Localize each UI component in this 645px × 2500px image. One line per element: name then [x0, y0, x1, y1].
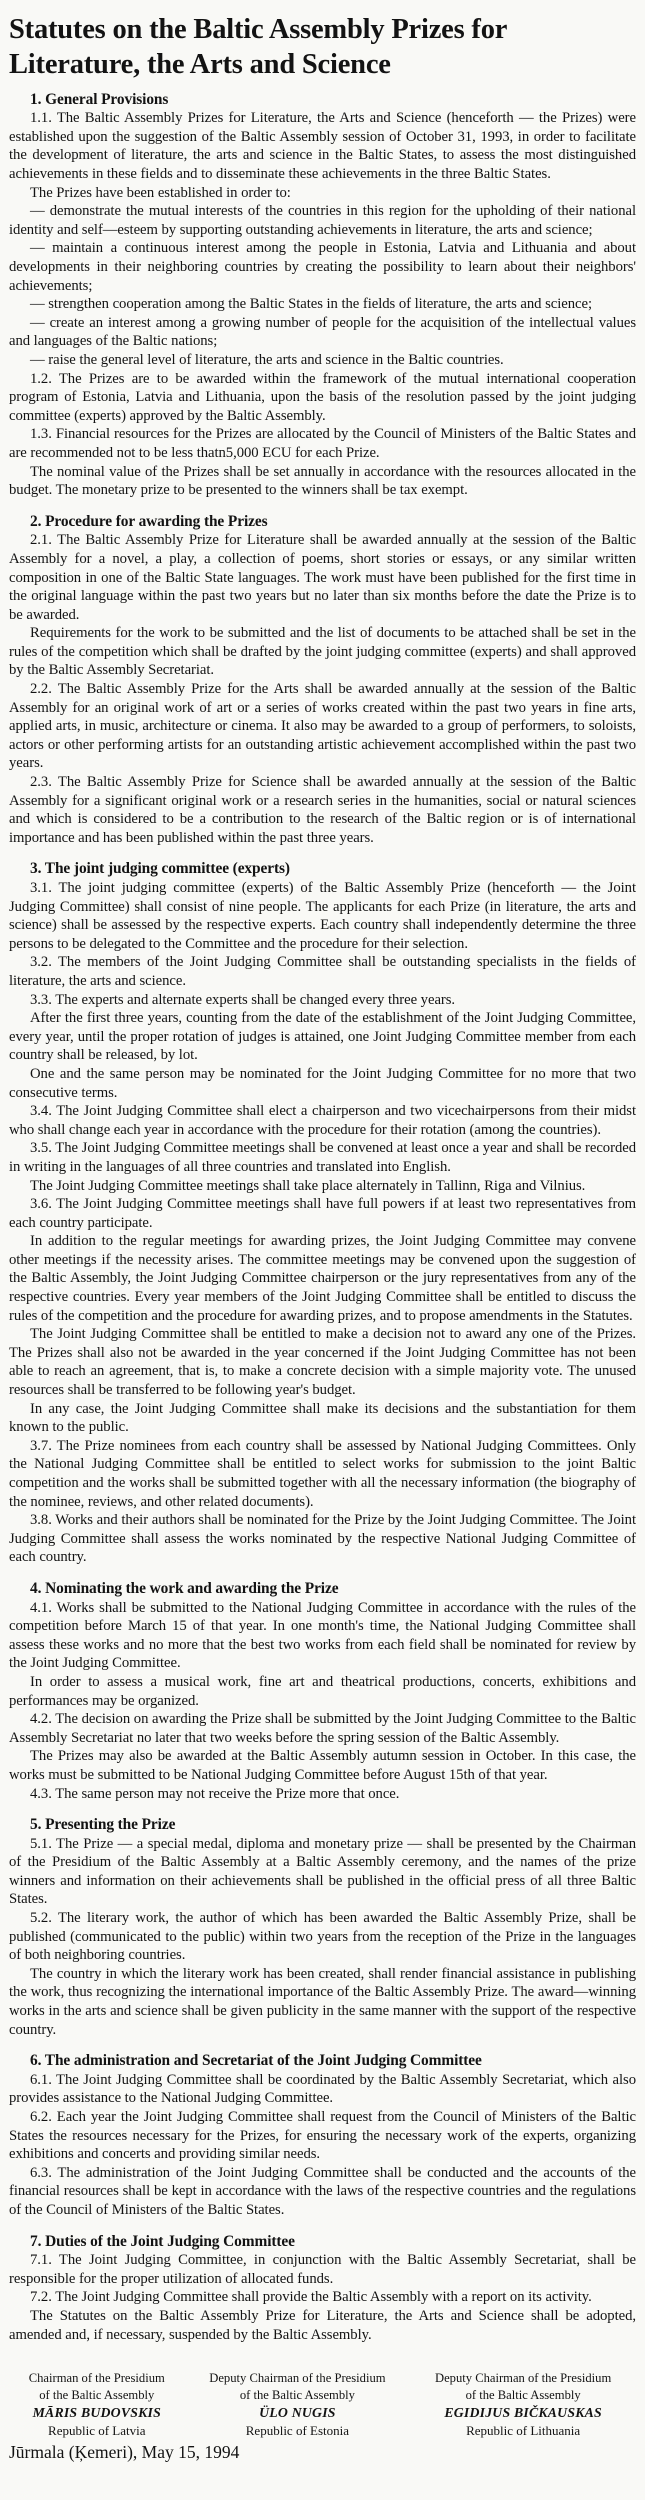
paragraph: 5.2. The literary work, the author of which has been awarded the Baltic Assembly Prize, shall be published (communicated to the public) within two years from the reception of the Prize in the languages of both neighboring countries.	[9, 1910, 636, 1964]
section-heading: 2. Procedure for awarding the Prizes	[30, 512, 268, 530]
statute-section	[9, 2052, 636, 2219]
paragraph: In any case, the Joint Judging Committee shall make its decisions and the substantiation for them known to the public.	[9, 1400, 636, 1436]
paragraph: In addition to the regular meetings for awarding prizes, the Joint Judging Committee may convene other meetings if the necessity arises. The committee meetings may be convened upon the suggestion of the Baltic Assembly, the Joint Judging Committee chairperson or the jury representatives from any of the respective countries. Every year members of the Joint Judging Committee shall be entitled to discuss the rules of the competition and the procedure for awarding prizes, and to propose amendments in the Statutes.	[9, 1233, 636, 1324]
paragraph: 7.2. The Joint Judging Committee shall provide the Baltic Assembly with a report on its activity.	[30, 2289, 592, 2306]
section-heading: 3. The joint judging committee (experts)	[30, 860, 290, 878]
paragraph: 6.1. The Joint Judging Committee shall be coordinated by the Baltic Assembly Secretariat, which also provides assistance to the National Judging Committee.	[9, 2071, 636, 2107]
date-line: Jūrmala (Ķemeri), May 15, 1994	[9, 2441, 240, 2462]
signature-role: of the Baltic Assembly	[465, 2388, 581, 2403]
paragraph: In order to assess a musical work, fine art and theatrical productions, concerts, exhibitions and performances may be organized.	[9, 1673, 636, 1709]
paragraph: After the first three years, counting from the date of the establishment of the Joint Judging Committee, every year, until the proper rotation of judges is attained, one Joint Judging Committee member from each country shall be released, by lot.	[9, 1010, 636, 1064]
paragraph: 4.3. The same person may not receive the Prize more that once.	[30, 1785, 400, 1802]
signature-row	[9, 2370, 636, 2440]
paragraph: 3.8. Works and their authors shall be nominated for the Prize by the Joint Judging Committee. The Joint Judging Committee shall assess the works nominated by the respective National Judging Committee of each country.	[9, 1512, 636, 1566]
section-heading: 7. Duties of the Joint Judging Committee	[30, 2232, 295, 2250]
signature-country: Republic of Lithuania	[466, 2423, 581, 2439]
paragraph: 3.3. The experts and alternate experts shall be changed every three years.	[30, 991, 456, 1008]
document-sections	[9, 91, 636, 2344]
paragraph: 6.2. Each year the Joint Judging Committee shall request from the Council of Ministers of the Baltic States the resources necessary for the Prizes, for ensuring the necessary work of the experts, organizing exhibitions and concerts and providing similar needs.	[9, 2109, 636, 2163]
paragraph: — raise the general level of literature, the arts and science in the Baltic countries.	[30, 351, 504, 368]
paragraph: 3.1. The joint judging committee (experts) of the Baltic Assembly Prize (henceforth — the Joint Judging Committee) shall consist of nine people. The applicants for each Prize (in literature, the arts and science) shall be assessed by the respective experts. Each country shall independently determine the three persons to be delegated to the Committee and the procedure for their selection.	[9, 880, 636, 952]
signature-column	[185, 2370, 411, 2440]
paragraph: — strengthen cooperation among the Baltic States in the fields of literature, the arts and science;	[30, 296, 592, 313]
paragraph: The Prizes have been established in order to:	[30, 184, 291, 201]
signature-role: of the Baltic Assembly	[239, 2388, 355, 2403]
statute-section	[9, 860, 636, 1567]
paragraph: 4.1. Works shall be submitted to the National Judging Committee in accordance with the rules of the competition before March 15 of that year. In one month's time, the National Judging Committee shall assess these works and no more that the best two works from each field shall be nominated for review by the Joint Judging Committee.	[9, 1599, 636, 1672]
paragraph: 6.3. The administration of the Joint Judging Committee shall be conducted and the accounts of the financial resources shall be kept in accordance with the laws of the respective countries and the regulations of the Council of Ministers of the Baltic States.	[9, 2164, 636, 2218]
statute-section	[9, 1580, 636, 1803]
paragraph: 3.6. The Joint Judging Committee meetings shall have full powers if at least two representatives from each country participate.	[9, 1196, 636, 1231]
paragraph: 2.3. The Baltic Assembly Prize for Science shall be awarded annually at the session of the Baltic Assembly for a significant original work or a research series in the humanities, social or natural sciences and which is considered to be a contribution to the research of the Baltic region or is of international importance and has been published within the past three years.	[9, 774, 636, 846]
paragraph: The Joint Judging Committee meetings shall take place alternately in Tallinn, Riga and Vilnius.	[30, 1177, 586, 1194]
paragraph: The country in which the literary work has been created, shall render financial assistance in publishing the work, thus recognizing the international importance of the Baltic Assembly Prize. The award—winning works in the arts and science shall be given publicity in the same manner with the support of the respective country.	[9, 1965, 636, 2038]
statute-section	[9, 91, 636, 500]
signature-country: Republic of Estonia	[245, 2423, 350, 2439]
paragraph: The nominal value of the Prizes shall be set annually in accordance with the resources allocated in the budget. The monetary prize to be presented to the winners shall be tax exempt.	[9, 463, 636, 499]
paragraph: 1.1. The Baltic Assembly Prizes for Literature, the Arts and Science (henceforth — the Prizes) were established upon the suggestion of the Baltic Assembly session of October 31, 1993, in order to facilitate the development of literature, the arts and science in the Baltic States, to assess the most distinguished achievements in these fields and to disseminate these achievements in the three Baltic States.	[9, 110, 636, 183]
section-heading: 1. General Provisions	[30, 90, 169, 108]
paragraph: 3.2. The members of the Joint Judging Committee shall be outstanding specialists in the fields of literature, the arts and science.	[9, 954, 636, 989]
section-heading: 6. The administration and Secretariat of the Joint Judging Committee	[30, 2052, 482, 2070]
signature-name: EGIDIJUS BIČKAUSKAS	[444, 2405, 602, 2421]
paragraph: 1.2. The Prizes are to be awarded within the framework of the mutual international cooperation program of Estonia, Latvia and Lithuania, upon the basis of the resolution passed by the joint judging committee (experts) approved by the Baltic Assembly.	[9, 370, 636, 424]
paragraph: 4.2. The decision on awarding the Prize shall be submitted by the Joint Judging Committee to the Baltic Assembly Secretariat no later that two weeks before the spring session of the Baltic Assembly.	[9, 1711, 636, 1746]
statute-section	[9, 513, 636, 848]
paragraph: 3.7. The Prize nominees from each country shall be assessed by National Judging Committees. Only the National Judging Committee shall be entitled to select works for submission to the joint Baltic competition and the works shall be submitted together with all the necessary information (the biography of the nominee, reviews, and other related documents).	[9, 1437, 636, 1510]
signature-column	[9, 2370, 185, 2440]
statute-section	[9, 1816, 636, 2039]
signature-role: of the Baltic Assembly	[39, 2388, 155, 2403]
paragraph: — demonstrate the mutual interests of the countries in this region for the upholding of their national identity and self—esteem by supporting outstanding achievements in literature, the arts and science;	[9, 203, 636, 238]
signature-country: Republic of Latvia	[48, 2423, 146, 2439]
paragraph: The Joint Judging Committee shall be entitled to make a decision not to award any one of the Prizes. The Prizes shall also not be awarded in the year concerned if the Joint Judging Committee has not been able to reach an agreement, that is, to make a concrete decision with a simple majority vote. The unused resources shall be transferred to be following year's budget.	[9, 1326, 636, 1399]
paragraph: One and the same person may be nominated for the Joint Judging Committee for no more that two consecutive terms.	[9, 1065, 636, 1101]
signature-role: Chairman of the Presidium	[28, 2371, 165, 2386]
paragraph: The Statutes on the Baltic Assembly Prize for Literature, the Arts and Science shall be adopted, amended and, if necessary, suspended by the Baltic Assembly.	[9, 2307, 636, 2343]
signature-role: Deputy Chairman of the Presidium	[209, 2371, 386, 2386]
paragraph: The Prizes may also be awarded at the Baltic Assembly autumn session in October. In this case, the works must be submitted to be National Judging Committee before August 15th of that year.	[9, 1748, 636, 1783]
paragraph: — maintain a continuous interest among the people in Estonia, Latvia and Lithuania and about developments in their neighboring countries by creating the possibility to learn about their neighbors' achievements;	[9, 240, 636, 294]
statute-section	[9, 2233, 636, 2345]
paragraph: 1.3. Financial resources for the Prizes are allocated by the Council of Ministers of the Baltic States and are recommended not to be less thatn5,000 ECU for each Prize.	[9, 426, 636, 461]
paragraph: 2.1. The Baltic Assembly Prize for Literature shall be awarded annually at the session of the Baltic Assembly for a novel, a play, a collection of poems, short stories or essays, or any similar written composition in one of the Baltic State languages. The work must have been published for the first time in the original language within the past two years but no later than six months before the date the Prize is to be awarded.	[9, 532, 636, 623]
paragraph: Requirements for the work to be submitted and the list of documents to be attached shall be set in the rules of the competition which shall be drafted by the joint judging committee (experts) and shall approved by the Baltic Assembly Secretariat.	[9, 625, 636, 679]
paragraph: 5.1. The Prize — a special medal, diploma and monetary prize — shall be presented by the Chairman of the Presidium of the Baltic Assembly at a Baltic Assembly ceremony, and the names of the prize winners and information on their achievements shall be published in the official press of all three Baltic States.	[9, 1835, 636, 1908]
paragraph: 2.2. The Baltic Assembly Prize for the Arts shall be awarded annually at the session of the Baltic Assembly for an original work of art or a series of works created within the past two years in fine arts, applied arts, in music, architecture or cinema. It also may be awarded to a group of performers, to soloists, actors or other performing artists for an outstanding artistic achievement accomplished within the past two years.	[9, 681, 636, 772]
paragraph: 3.4. The Joint Judging Committee shall elect a chairperson and two vicechairpersons from their midst who shall change each year in accordance with the procedure for their rotation (among the countries).	[9, 1103, 636, 1138]
signature-role: Deputy Chairman of the Presidium	[434, 2371, 612, 2386]
signature-column	[410, 2370, 636, 2440]
section-heading: 5. Presenting the Prize	[30, 1816, 176, 1834]
paragraph: — create an interest among a growing number of people for the acquisition of the intellectual values and languages of the Baltic nations;	[9, 314, 636, 350]
signature-name: MĀRIS BUDOVSKIS	[32, 2405, 161, 2421]
section-heading: 4. Nominating the work and awarding the Prize	[30, 1579, 339, 1597]
signature-name: ÜLO NUGIS	[259, 2405, 336, 2421]
page-title: Statutes on the Baltic Assembly Prizes for Literature, the Arts and Science	[9, 14, 507, 81]
paragraph: 7.1. The Joint Judging Committee, in conjunction with the Baltic Assembly Secretariat, shall be responsible for the proper utilization of allocated funds.	[9, 2252, 636, 2287]
paragraph: 3.5. The Joint Judging Committee meetings shall be convened at least once a year and shall be recorded in writing in the languages of all three countries and translated into English.	[9, 1140, 636, 1175]
